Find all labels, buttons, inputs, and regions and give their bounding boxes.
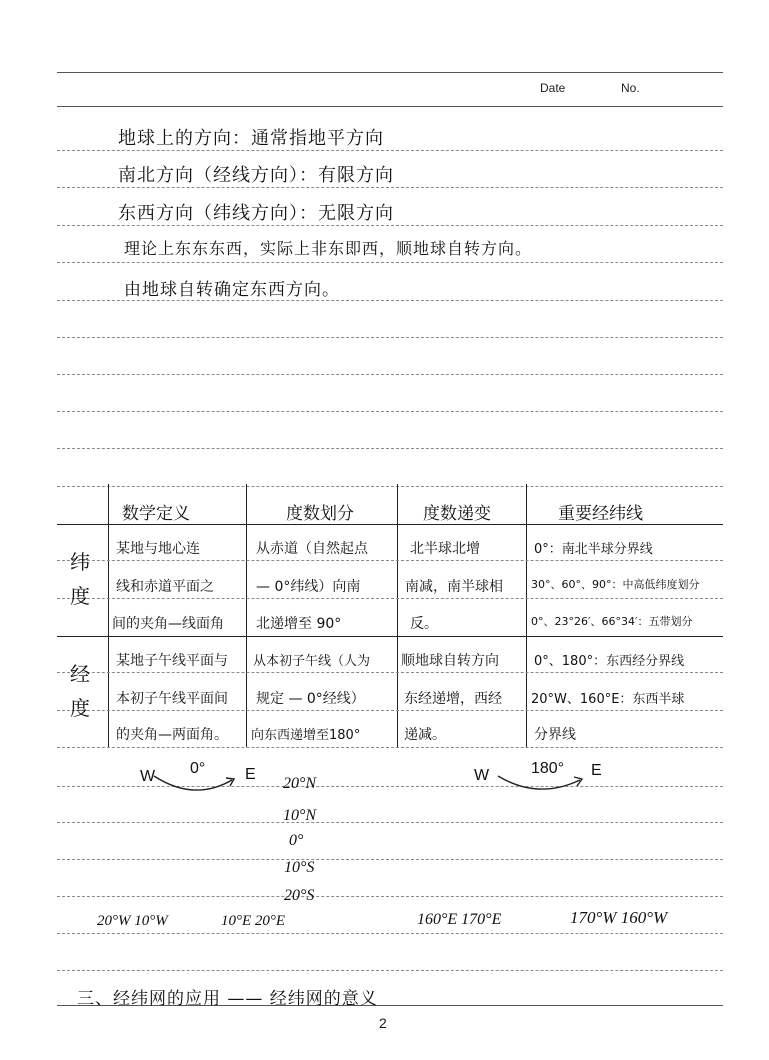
table-cell: 0°、23°26′、66°34′：五带划分 [531, 615, 693, 628]
table-header-variation: 度数递变 [423, 504, 491, 524]
lon-labels: 170°W 160°W [570, 908, 668, 927]
row-label-latitude-2: 度 [70, 584, 90, 608]
table-cell: 从本初子午线（人为 [253, 654, 371, 669]
date-label: Date [540, 81, 566, 95]
lon-labels: 160°E 170°E [417, 911, 502, 928]
table-cell: 北半球北增 [410, 541, 480, 557]
table-cell: 分界线 [534, 727, 576, 743]
table-cell: 0°：南北半球分界线 [534, 542, 653, 557]
table-col-line [397, 484, 398, 747]
no-label: No. [621, 81, 640, 95]
section-heading: 三、经纬网的应用 —— 经纬网的意义 [77, 989, 378, 1009]
curved-arrow-icon [150, 770, 242, 800]
table-cell: 的夹角—两面角。 [116, 727, 228, 743]
table-col-line [246, 484, 247, 747]
table-col-line [526, 484, 527, 747]
degree-label: 180° [531, 760, 565, 777]
ruled-line [57, 822, 723, 823]
table-header-important-lines: 重要经纬线 [558, 504, 643, 524]
ruled-line [57, 859, 723, 860]
lat-label: 20°N [283, 775, 317, 792]
note-line-3: 东西方向（纬线方向）：无限方向 [118, 203, 394, 224]
table-cell: 从赤道（自然起点 [256, 541, 368, 557]
note-line-5: 由地球自转确定东西方向。 [124, 280, 340, 300]
note-line-1: 地球上的方向：通常指地平方向 [118, 128, 384, 149]
ruled-line [57, 225, 723, 226]
page-number: 2 [379, 1015, 387, 1031]
ruled-line [57, 187, 723, 188]
ruled-line [57, 560, 723, 561]
table-header-line [57, 524, 723, 525]
ruled-line [57, 896, 723, 897]
table-cell: — 0°纬线）向南 [256, 579, 361, 595]
ruled-line [57, 337, 723, 338]
row-label-latitude-1: 纬 [70, 550, 90, 574]
table-cell: 线和赤道平面之 [116, 579, 214, 595]
table-cell: 某地子午线平面与 [116, 653, 228, 669]
ruled-line [57, 710, 723, 711]
table-cell: 递减。 [404, 727, 446, 743]
ruled-line [57, 300, 723, 301]
top-rule [57, 72, 723, 73]
ruled-line [57, 672, 723, 673]
table-cell: 30°、60°、90°：中高低纬度划分 [531, 578, 700, 591]
table-bottom-rule [57, 747, 723, 748]
west-label: W [474, 767, 490, 784]
header-rule [57, 106, 723, 107]
ruled-line [57, 150, 723, 151]
east-label: E [245, 766, 256, 783]
row-label-longitude-2: 度 [70, 696, 90, 720]
table-col-line [108, 484, 109, 747]
ruled-line [57, 598, 723, 599]
table-cell: 顺地球自转方向 [401, 653, 499, 669]
table-header-division: 度数划分 [286, 504, 354, 524]
ruled-line [57, 262, 723, 263]
ruled-line [57, 448, 723, 449]
table-cell: 向东西递增至180° [251, 728, 361, 743]
ruled-line [57, 933, 723, 934]
lon-labels: 20°W 10°W [97, 913, 168, 929]
west-label: W [140, 768, 156, 785]
lat-label: 10°S [284, 859, 315, 876]
table-cell: 间的夹角—线面角 [112, 616, 224, 632]
table-cell: 0°、180°：东西经分界线 [534, 654, 685, 669]
ruled-line [57, 411, 723, 412]
table-top-rule [57, 486, 723, 487]
table-cell: 反。 [410, 616, 438, 632]
curved-arrow-icon [494, 770, 590, 798]
table-cell: 北递增至 90° [256, 616, 342, 632]
table-cell: 20°W、160°E：东西半球 [531, 692, 685, 707]
table-cell: 南减，南半球相 [405, 579, 503, 595]
lat-label: 10°N [283, 807, 317, 824]
table-cell: 某地与地心连 [116, 541, 200, 557]
note-line-2: 南北方向（经线方向）：有限方向 [118, 165, 394, 186]
table-cell: 规定 — 0°经线） [256, 691, 365, 707]
table-cell: 本初子午线平面间 [116, 691, 228, 707]
lon-labels: 10°E 20°E [221, 913, 286, 929]
lat-label: 0° [289, 832, 304, 849]
table-row-divider [57, 636, 723, 637]
table-header-math-def: 数学定义 [122, 504, 190, 524]
lat-label: 20°S [284, 887, 315, 904]
degree-label: 0° [190, 760, 206, 777]
note-line-4: 理论上东东东西，实际上非东即西，顺地球自转方向。 [124, 239, 533, 258]
ruled-line [57, 374, 723, 375]
east-label: E [591, 762, 602, 779]
ruled-line [57, 970, 723, 971]
table-cell: 东经递增，西经 [404, 691, 502, 707]
row-label-longitude-1: 经 [70, 662, 90, 686]
